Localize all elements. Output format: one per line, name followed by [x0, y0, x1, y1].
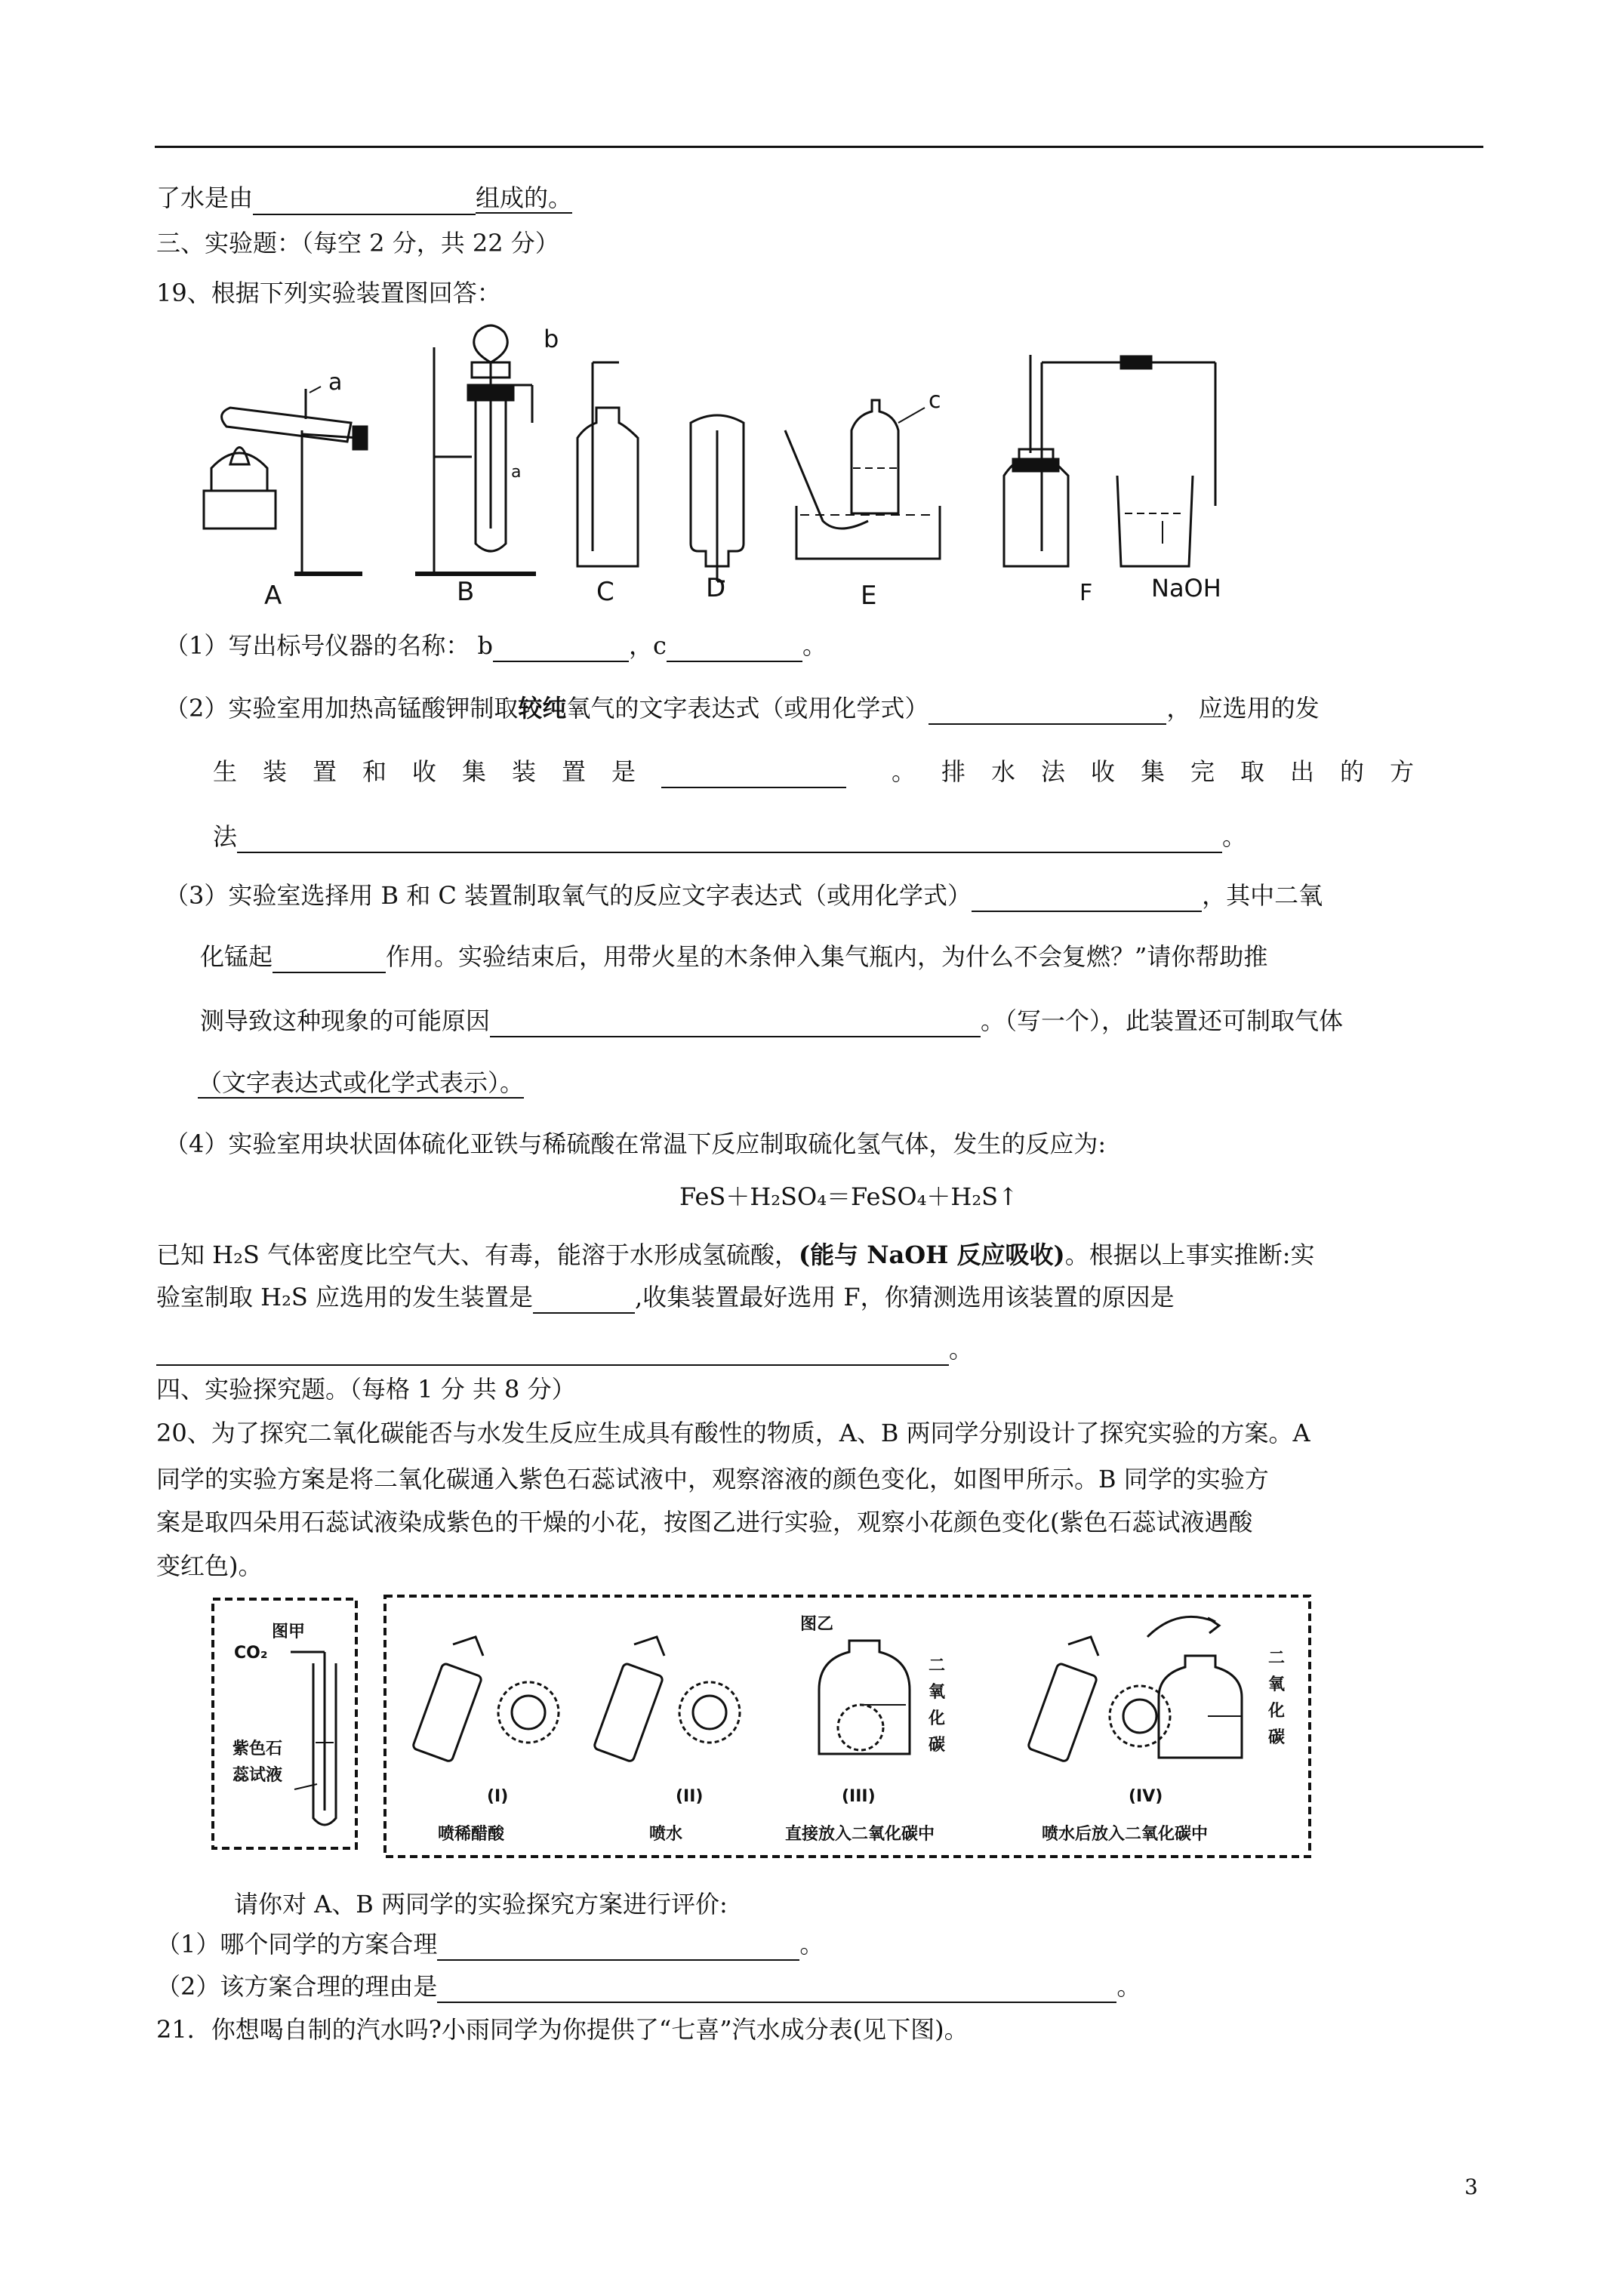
caption-1: 喷稀醋酸 — [438, 1825, 505, 1844]
jar3-label-1: 二 — [929, 1657, 946, 1675]
caption-4: 喷水后放入二氧化碳中 — [1042, 1825, 1209, 1844]
letter-f: F — [1079, 580, 1093, 606]
q19-part1: （1）写出标号仪器的名称： b ，c 。 — [165, 629, 827, 662]
q19-part4-line2: 已知 H₂S 气体密度比空气大、有毒，能溶于水形成氢硫酸，(能与 NaOH 反应吸收)。根据以上事实推断:实 — [156, 1240, 1315, 1269]
jar3-label-4: 碳 — [929, 1736, 946, 1755]
co2-jar-3 — [819, 1641, 910, 1754]
q20-part1: （1）哪个同学的方案合理 。 — [156, 1928, 824, 1961]
question-21: 21．你想喝自制的汽水吗?小雨同学为你提供了“七喜”汽水成分表(见下图)。 — [156, 2015, 969, 2044]
co2-label: CO₂ — [234, 1644, 268, 1663]
q20-line1: 20、为了探究二氧化碳能否与水发生反应生成具有酸性的物质，A、B 两同学分别设计了探究实验的方案。A — [156, 1419, 1310, 1447]
letter-a: A — [264, 581, 282, 611]
roman-3: (III) — [842, 1787, 876, 1806]
apparatus-a — [204, 387, 367, 574]
question-19: 19、根据下列实验装置图回答： — [156, 279, 501, 307]
sprayer-1 — [412, 1637, 559, 1762]
q19-part4-line4: 。 — [156, 1333, 973, 1366]
label-a-small: a — [511, 463, 522, 482]
apparatus-e — [785, 400, 940, 559]
jar3-label-2: 氧 — [929, 1683, 946, 1702]
q19-part3-line2: 化锰起 作用。实验结束后，用带火星的木条伸入集气瓶内，为什么不会复燃？”请你帮助推 — [200, 940, 1267, 973]
apparatus-b — [415, 325, 536, 574]
fig-yi-title: 图乙 — [800, 1615, 834, 1634]
co2-experiment-figure — [211, 1592, 1313, 1863]
letter-c: C — [596, 577, 614, 607]
letter-b: B — [457, 577, 475, 607]
jar4-label-3: 化 — [1268, 1702, 1286, 1721]
label-b: b — [544, 325, 559, 353]
apparatus-d — [691, 415, 744, 581]
roman-1: (I) — [487, 1787, 509, 1806]
q19-part4-line1: （4）实验室用块状固体硫化亚铁与稀硫酸在常温下反应制取硫化氢气体，发生的反应为: — [165, 1130, 1107, 1158]
jar4-label-4: 碳 — [1268, 1728, 1286, 1747]
q20-part2: （2）该方案合理的理由是 。 — [156, 1970, 1141, 2003]
litmus-label-1: 紫色石 — [233, 1740, 283, 1758]
caption-2: 喷水 — [649, 1825, 683, 1844]
sprayer-2 — [593, 1637, 740, 1762]
naoh-label: NaOH — [1151, 574, 1221, 603]
apparatus-c — [577, 362, 638, 566]
reaction-equation: FeS＋H₂SO₄＝FeSO₄＋H₂S↑ — [679, 1182, 1018, 1211]
jar3-label-3: 化 — [929, 1709, 946, 1728]
text-line: 了水是由 组成的。 — [156, 181, 572, 215]
q19-part4-line3: 验室制取 H₂S 应选用的发生装置是 ,收集装置最好选用 F，你猜测选用该装置的原因是 — [156, 1281, 1175, 1314]
letter-e: E — [861, 581, 877, 611]
header-rule — [155, 146, 1483, 148]
apparatus-f — [1004, 355, 1215, 566]
roman-4: (IV) — [1129, 1787, 1163, 1806]
jar4-label-1: 二 — [1268, 1649, 1286, 1668]
q19-part2-line2: 生装置和收集装置是 。排水法收集完取出的方 — [213, 755, 1440, 788]
label-a: a — [328, 369, 343, 396]
letter-d: D — [706, 573, 726, 603]
caption-3: 直接放入二氧化碳中 — [785, 1825, 935, 1844]
q19-part3-line1: （3）实验室选择用 B 和 C 装置制取氧气的反应文字表达式（或用化学式） ，其中二氧 — [165, 879, 1323, 912]
page-number: 3 — [1464, 2174, 1478, 2199]
fig-jia-title: 图甲 — [272, 1623, 306, 1641]
label-c: c — [929, 387, 941, 414]
section-4-heading: 四、实验探究题。（每格 1 分 共 8 分） — [156, 1375, 576, 1404]
figure-yi-frame — [385, 1596, 1310, 1857]
litmus-label-2: 蕊试液 — [233, 1766, 283, 1785]
q19-part2-line3: 法 。 — [213, 820, 1246, 853]
q19-part2-line1: （2）实验室用加热高锰酸钾制取较纯氧气的文字表达式（或用化学式） ， 应选用的发 — [165, 692, 1320, 725]
q20-line4: 变红色)。 — [156, 1552, 263, 1580]
q19-part3-line4: （文字表达式或化学式表示）。 — [198, 1068, 525, 1097]
sprayer-4 — [1027, 1616, 1242, 1762]
q20-line2: 同学的实验方案是将二氧化碳通入紫色石蕊试液中，观察溶液的颜色变化，如图甲所示。B 同学的实验方 — [156, 1465, 1269, 1493]
q20-line3: 案是取四朵用石蕊试液染成紫色的干燥的小花，按图乙进行实验，观察小花颜色变化(紫色石蕊试液遇酸 — [156, 1508, 1253, 1536]
section-3-heading: 三、实验题：（每空 2 分，共 22 分） — [156, 229, 559, 257]
roman-2: (II) — [676, 1787, 704, 1806]
apparatus-figure — [189, 317, 1246, 612]
q20-evaluate: 请你对 A、B 两同学的实验探究方案进行评价: — [234, 1890, 728, 1918]
jar4-label-2: 氧 — [1268, 1675, 1286, 1694]
q19-part3-line3: 测导致这种现象的可能原因 。（写一个），此装置还可制取气体 — [200, 1004, 1343, 1037]
